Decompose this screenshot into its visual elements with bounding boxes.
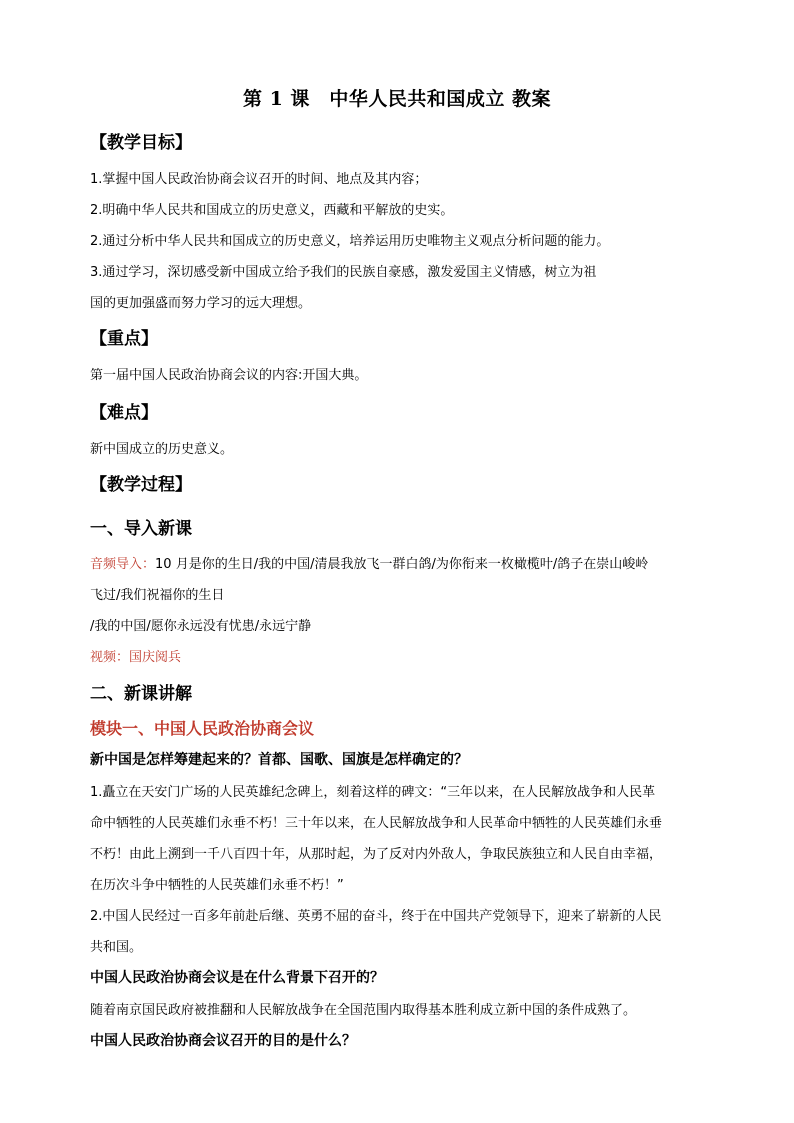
difficult-text: 新中国成立的历史意义。 — [90, 442, 234, 457]
question-3: 中国人民政治协商会议召开的目的是什么？ — [90, 1033, 356, 1049]
paragraph-line: 共和国。 — [90, 940, 143, 955]
intro-heading: 一、导入新课 — [90, 519, 192, 539]
paragraph-line: 2.中国人民经过一百多年前赴后继、英勇不屈的奋斗，终于在中国共产党领导下，迎来了崭新的人民 — [90, 909, 662, 924]
goal-line: 2.通过分析中华人民共和国成立的历史意义，培养运用历史唯物主义观点分析问题的能力。 — [90, 234, 610, 249]
paragraph-line: 不朽！由此上溯到一千八百四十年，从那时起，为了反对内外敌人，争取民族独立和人民自由幸福， — [90, 847, 663, 862]
goal-line: 1.掌握中国人民政治协商会议召开的时间、地点及其内容； — [90, 172, 428, 187]
audio-line-3: /我的中国/愿你永远没有忧患/永远宁静 — [90, 619, 312, 634]
goals-heading: 【教学目标】 — [90, 133, 192, 153]
new-lesson-heading: 二、新课讲解 — [90, 684, 192, 704]
paragraph-line: 1.矗立在天安门广场的人民英雄纪念碑上，刻着这样的碑文：“三年以来，在人民解放战争和人民革 — [90, 785, 656, 800]
audio-label: 音频导入： — [90, 557, 156, 572]
audio-line-2: 飞过/我们祝福你的生日 — [90, 588, 225, 603]
key-text: 第一届中国人民政治协商会议的内容:开国大典。 — [90, 368, 368, 383]
goal-line: 3.通过学习，深切感受新中国成立给予我们的民族自豪感，激发爱国主义情感，树立为祖 — [90, 265, 597, 280]
key-heading: 【重点】 — [90, 329, 158, 349]
video-line: 视频：国庆阅兵 — [90, 650, 182, 665]
paragraph-line: 随着南京国民政府被推翻和人民解放战争在全国范围内取得基本胜利成立新中国的条件成熟了。 — [90, 1003, 637, 1018]
question-2: 中国人民政治协商会议是在什么背景下召开的？ — [90, 970, 384, 986]
process-heading: 【教学过程】 — [90, 475, 192, 495]
module-heading: 模块一、中国人民政治协商会议 — [90, 719, 315, 738]
question-1: 新中国是怎样筹建起来的？首都、国歌、国旗是怎样确定的？ — [90, 752, 468, 768]
paragraph-line: 在历次斗争中牺牲的人民英雄们永垂不朽！” — [90, 878, 344, 893]
difficult-heading: 【难点】 — [90, 403, 158, 423]
audio-line — [90, 553, 648, 572]
document-title: 第 1 课 中华人民共和国成立 教案 — [242, 88, 552, 110]
goal-line: 国的更加强盛而努力学习的远大理想。 — [90, 296, 312, 311]
goal-line: 2.明确中华人民共和国成立的历史意义，西藏和平解放的史实。 — [90, 203, 454, 218]
paragraph-line: 命中牺牲的人民英雄们永垂不朽！三十年以来，在人民解放战争和人民革命中牺牲的人民英雄们永垂 — [90, 816, 663, 831]
audio-text: 10 月是你的生日/我的中国/清晨我放飞一群白鸽/为你衔来一枚橄榄叶/鸽子在崇山峻岭 — [155, 557, 649, 572]
